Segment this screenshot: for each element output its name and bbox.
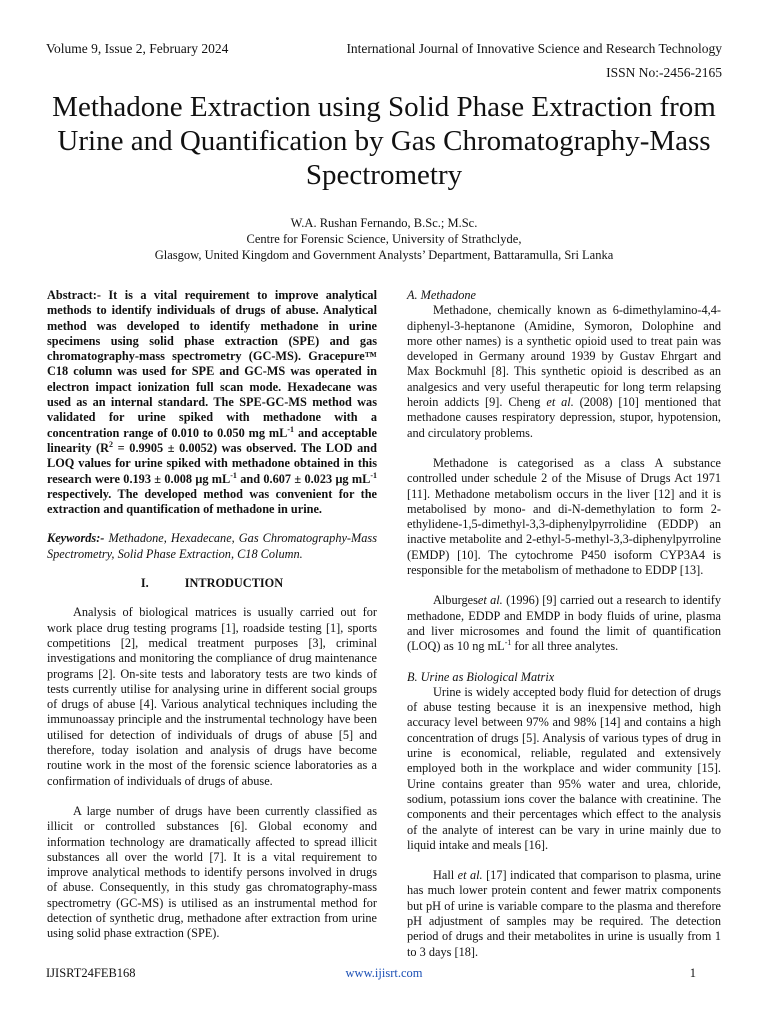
section-number: I. xyxy=(140,576,149,591)
right-column xyxy=(407,288,721,960)
keywords-text: Methadone, Hexadecane, Gas Chromatography-Mass Spectrometry, Solid Phase Extraction, C18 Column. xyxy=(47,531,377,561)
intro-paragraph-1: Analysis of biological matrices is usually carried out for work place drug testing programs [1], roadside testing [1], sports competitions [2], medical treatment purposes [3], criminal investigations and monitoring the compliance of drug maintenance programs [2]. On-site tests and laboratory tests are two kinds of tests currently utilise for analysing urine in different social groups of drugs of abuse [4]. Various analytical techniques including the immunoassay principle and the instrumental technology have been utilised for detection of individuals of drugs of abuse [5] and therefore, today isolation and analysis of drugs have become routine work in the most of the forensic science laboratories as a confirmation of individuals of drugs of abuse. xyxy=(47,605,377,788)
superscript: 2 xyxy=(109,439,114,449)
urine-paragraph-1: Urine is widely accepted body fluid for detection of drugs of abuse testing because it is an inexpensive method, high accuracy level between 97% and 98% [14] and contains a high concentration of drugs [5]. Analysis of various types of drug in urine is economical, reliable, regulated and extensively employed both in the workplace and wider community [15]. Urine contains greater than 95% water and urea, chloride, sodium, potassium ions cover the balance with creatinine. The components and their percentages which effect to the analysis of the analyte of interest can be vary in urine mainly due to liquid intake and meals [16]. xyxy=(407,684,721,852)
abstract-text: = 0.9905 ± 0.0052) was observed. The LOD and LOQ values for urine spiked with methadone obtained in this research were 0.193 ± 0.008 μg mL xyxy=(47,440,377,486)
methadone-paragraph-2: Methadone is categorised as a class A substance controlled under schedule 2 of the Misuse of Drugs Act 1971 [11]. Methadone metabolism occurs in the liver [12] and it is metabolised by mono- and di-N-demethylation to form 2-ethylidene-1,5-dimethyl-3,3-diphenylpyrrolidine (EDDP) an inactive metabolite and 2-ethyl-5-methyl-3,3-diphenylpyrroline (EMDP) [10]. The cytochrome P450 isoform CYP3A4 is responsible for the metabolism of methadone to EDDP [13]. xyxy=(407,455,721,578)
paragraph-text: for all three analytes. xyxy=(511,639,619,654)
paragraph-text: [17] indicated that comparison to plasma, urine has much lower protein content and fewer matrix components but pH of urine is variable compare to the plasma and therefore pH adjustment of samples may be required. The detection period of drugs and their metabolites in urine is usually from 1 to 3 days [18]. xyxy=(407,868,721,959)
author-name: W.A. Rushan Fernando, B.Sc.; M.Sc. xyxy=(290,216,478,230)
paragraph-text: (1996) [9] carried out a research to identify methadone, EDDP and EMDP in body fluids of urine, plasma and liver microsomes and found the limit of quantification (LOQ) as 10 ng mL xyxy=(407,593,721,654)
methadone-paragraph-1 xyxy=(407,303,721,441)
page-number: 1 xyxy=(689,966,696,980)
abstract-text: It is a vital requirement to improve analytical methods to identify individuals of drugs of abuse. Analytical method was developed to identify methadone in urine specimens using solid phase extraction (SPE) and gas chromatography-mass spectrometry (GC-MS). Gracepure™ C18 column was used for SPE and GC-MS was operated in electron impact ionization full scan mode. Hexadecane was used as an internal standard. The SPE-GC-MS method was validated for urine spiked with methadone with a concentration range of 0.010 to 0.050 mg mL xyxy=(47,288,377,440)
issn: ISSN No:-2456-2165 xyxy=(606,65,722,80)
keywords-label: Keywords:- xyxy=(47,531,105,546)
section-title: INTRODUCTION xyxy=(184,576,284,591)
et-al: et al. xyxy=(477,593,503,608)
superscript: -1 xyxy=(504,638,512,648)
journal-name: International Journal of Innovative Science and Research Technology xyxy=(346,41,722,56)
volume-info: Volume 9, Issue 2, February 2024 xyxy=(46,41,229,56)
intro-paragraph-2: A large number of drugs have been currently classified as illicit or controlled substances [6]. Global economy and information technology are dramatically affected to spread illicit substances all over the world [7]. It is a vital requirement to improve analytical methods to identify persons involved in drugs of abuse. Consequently, in this study gas chromatography-mass spectrometry (GC-MS) is utilised as an instrumental method for detection of synthetic drug, methadone after extraction from urine using solid phase extraction (SPE). xyxy=(47,803,377,941)
paragraph-text: Hall xyxy=(433,868,458,883)
abstract-text: respectively. The developed method was convenient for the extraction and quantification of methadone in urine. xyxy=(47,486,377,517)
paper-code: IJISRT24FEB168 xyxy=(46,966,136,980)
paragraph-text: Methadone, chemically known as 6-dimethylamino-4,4-diphenyl-3-heptanone (Amidine, Symoron, Dolophine and more other names) is a synthetic opioid used to treat pain was developed in Germany around 1939 by Gustav Ehrgart and Max Bockmuhl [8]. This synthetic opioid is described as an analgesics and very useful therapeutic for long term relapsing heroin addicts [9]. Cheng xyxy=(407,303,721,410)
et-al: et al. xyxy=(546,395,574,410)
urine-paragraph-2 xyxy=(407,868,721,960)
superscript: -1 xyxy=(230,470,237,480)
et-al: et al. xyxy=(457,868,483,883)
subsection-heading-urine: B. Urine as Biological Matrix xyxy=(407,669,555,684)
abstract-text: and 0.607 ± 0.023 μg mL xyxy=(236,471,371,486)
abstract-text: and acceptable linearity (R xyxy=(47,425,377,455)
superscript: -1 xyxy=(287,424,295,434)
subsection-heading-methadone: A. Methadone xyxy=(407,288,476,302)
abstract-label: Abstract:- xyxy=(47,288,101,302)
abstract xyxy=(47,288,377,517)
superscript: -1 xyxy=(370,470,378,480)
paragraph-text: Alburges xyxy=(433,593,478,608)
keywords xyxy=(47,531,377,562)
journal-url[interactable]: www.ijisrt.com xyxy=(345,966,423,980)
paragraph-text: (2008) [10] mentioned that methadone causes respiratory depression, stupor, hypotension, and circulatory problems. xyxy=(407,395,721,440)
paper-title: Methadone Extraction using Solid Phase Extraction from Urine and Quantification by Gas Chromatography-Mass Spectrometry xyxy=(52,91,716,191)
affiliation-line-1: Centre for Forensic Science, University of Strathclyde, xyxy=(246,232,522,246)
affiliation-line-2: Glasgow, United Kingdom and Government Analysts’ Department, Battaramulla, Sri Lanka xyxy=(154,248,614,262)
left-column xyxy=(47,288,377,942)
methadone-paragraph-3 xyxy=(407,593,721,654)
author-block xyxy=(40,215,728,263)
section-heading-introduction xyxy=(47,576,377,591)
